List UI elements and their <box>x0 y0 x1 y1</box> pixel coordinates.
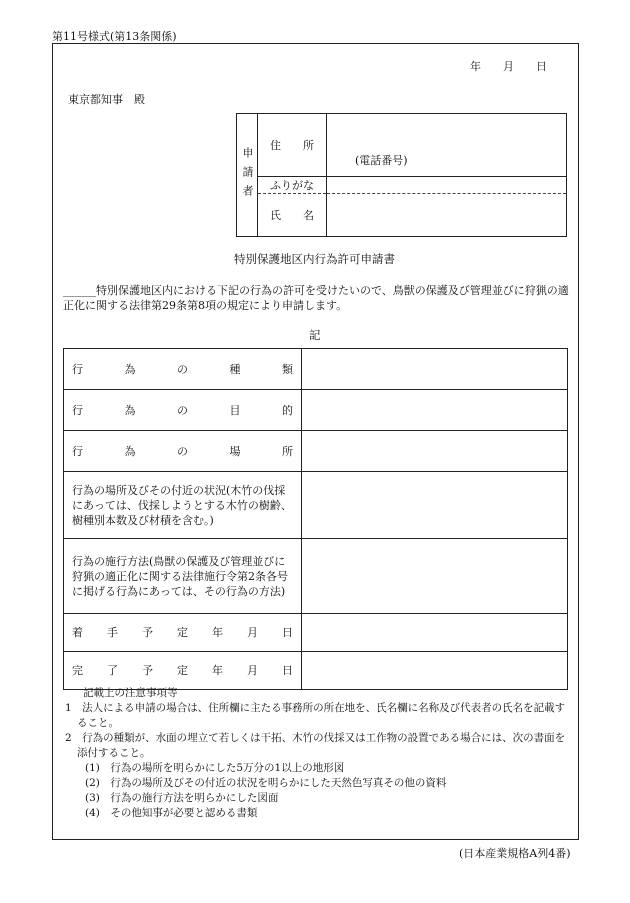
phone-label: (電話番号) <box>355 154 408 167</box>
row-action-type-field[interactable] <box>302 349 568 390</box>
form-number: 第11号様式(第13条関係) <box>52 30 177 43</box>
note-2-sub-2: (2) 行為の場所及びその付近の状況を明らかにした天然色写真その他の資料 <box>85 777 447 789</box>
form-title: 特別保護地区内行為許可申請書 <box>234 252 395 266</box>
row-start-date-label: 着 手 予 定 年 月 日 <box>64 614 302 652</box>
row-site-condition-field[interactable] <box>302 472 568 539</box>
note-2-sub-1: (1) 行為の場所を明らかにした5万分の1以上の地形図 <box>85 762 345 774</box>
name-field[interactable] <box>327 194 567 237</box>
note-1: 1 法人による申請の場合は、住所欄に主たる事務所の所在地を、氏名欄に名称及び代表者の氏名を記載すること。 <box>65 702 566 729</box>
ki-label: 記 <box>309 328 321 342</box>
row-method-label: 行為の施行方法(鳥獣の保護及び管理並びに狩猟の適正化に関する法律施行令第2条各号に掲げる行為にあっては、その行為の方法) <box>64 539 302 614</box>
furigana-label: ふりがな <box>258 177 327 194</box>
applicant-header: 申請者 <box>237 114 258 237</box>
row-action-purpose-label: 行 為 の 目 的 <box>64 390 302 431</box>
body-text: ______特別保護地区内における下記の行為の許可を受けたいので、鳥獣の保護及び管理並びに狩猟の適正化に関する法律第29条第8項の規定により申請します。 <box>63 284 569 312</box>
address-field[interactable] <box>327 114 567 177</box>
row-end-date-label: 完 了 予 定 年 月 日 <box>64 652 302 690</box>
row-end-date-field[interactable] <box>302 652 568 690</box>
row-site-condition-label: 行為の場所及びその付近の状況(木竹の伐採にあっては、伐採しようとする木竹の樹齢、樹種別本数及び材積を含む。) <box>64 472 302 539</box>
notes-heading: 記載上の注意事項等 <box>83 687 178 699</box>
row-method-field[interactable] <box>302 539 568 614</box>
note-2: 2 行為の種類が、水面の埋立て若しくは干拓、木竹の伐採又は工作物の設置である場合には、次の書面を添付すること。 <box>65 732 566 759</box>
row-start-date-field[interactable] <box>302 614 568 652</box>
addressee: 東京都知事 殿 <box>68 93 145 106</box>
footer-spec: (日本産業規格A列4番) <box>459 847 571 860</box>
row-action-type-label: 行 為 の 種 類 <box>64 349 302 390</box>
notes <box>65 686 575 821</box>
name-label: 氏 名 <box>258 194 327 237</box>
record-table <box>63 348 568 690</box>
row-action-location-label: 行 為 の 場 所 <box>64 431 302 472</box>
note-2-sub-4: (4) その他知事が必要と認める書類 <box>85 807 258 819</box>
row-action-purpose-field[interactable] <box>302 390 568 431</box>
applicant-table <box>236 113 567 237</box>
address-label: 住 所 <box>258 114 327 177</box>
furigana-field[interactable] <box>327 177 567 194</box>
row-action-location-field[interactable] <box>302 431 568 472</box>
date-label: 年 月 日 <box>470 60 547 73</box>
note-2-sub-3: (3) 行為の施行方法を明らかにした図面 <box>85 792 279 804</box>
